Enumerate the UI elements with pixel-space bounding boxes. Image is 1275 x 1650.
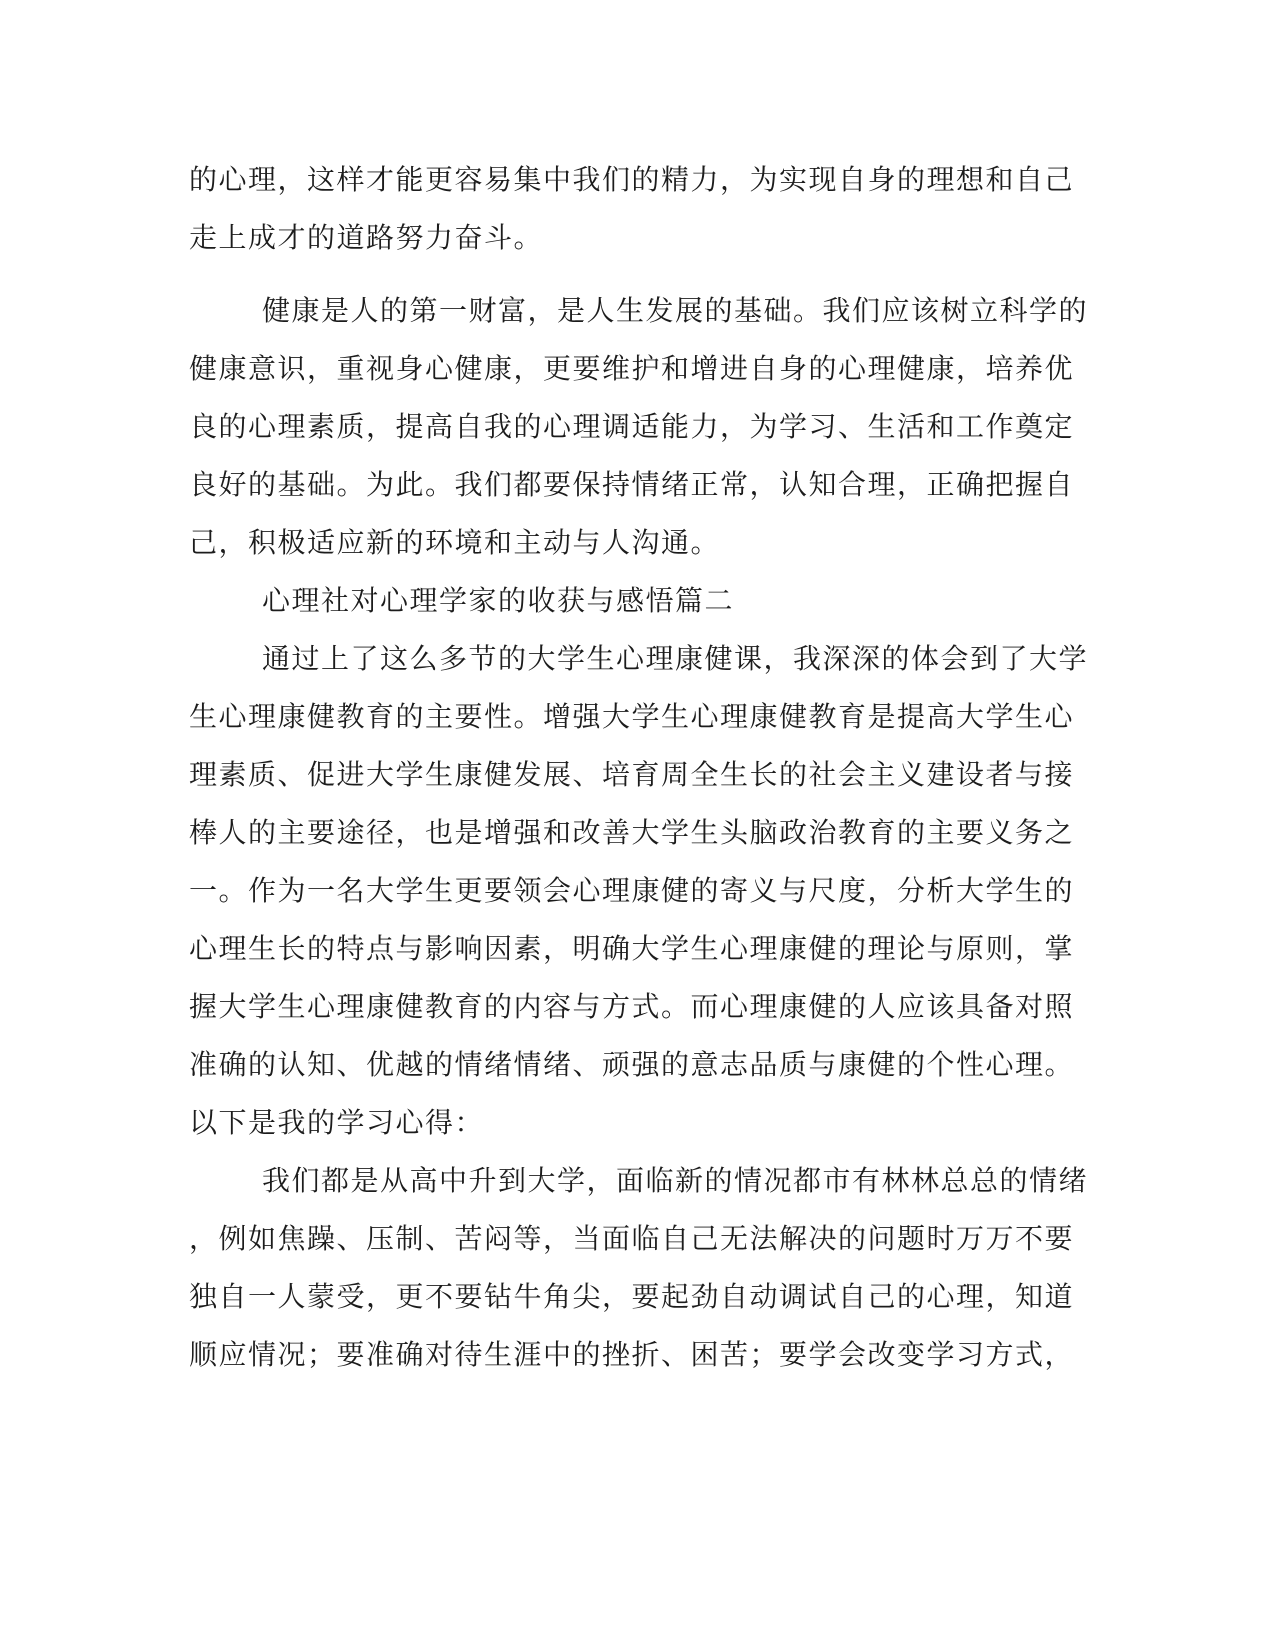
paragraph-line: 健康是人的第一财富，是人生发展的基础。我们应该树立科学的 <box>262 294 1089 327</box>
paragraph-line: 准确的认知、优越的情绪情绪、顽强的意志品质与康健的个性心理。 <box>189 1048 1075 1081</box>
paragraph-line: 良好的基础。为此。我们都要保持情绪正常，认知合理，正确把握自 <box>189 468 1075 501</box>
paragraph-line: 棒人的主要途径，也是增强和改善大学生头脑政治教育的主要义务之 <box>189 816 1075 849</box>
paragraph-line: 的心理，这样才能更容易集中我们的精力，为实现自身的理想和自己 <box>189 163 1075 196</box>
paragraph-line: 通过上了这么多节的大学生心理康健课，我深深的体会到了大学 <box>262 642 1089 675</box>
paragraph-line: 走上成才的道路努力奋斗。 <box>189 221 544 254</box>
paragraph-line: 一。作为一名大学生更要领会心理康健的寄义与尺度，分析大学生的 <box>189 874 1075 907</box>
paragraph-line: 己，积极适应新的环境和主动与人沟通。 <box>189 526 721 559</box>
paragraph-line: 生心理康健教育的主要性。增强大学生心理康健教育是提高大学生心 <box>189 700 1075 733</box>
paragraph-line: 良的心理素质，提高自我的心理调适能力，为学习、生活和工作奠定 <box>189 410 1075 443</box>
paragraph-line: 理素质、促进大学生康健发展、培育周全生长的社会主义建设者与接 <box>189 758 1075 791</box>
paragraph-line: 健康意识，重视身心健康，更要维护和增进自身的心理健康，培养优 <box>189 352 1075 385</box>
paragraph-line: 握大学生心理康健教育的内容与方式。而心理康健的人应该具备对照 <box>189 990 1075 1023</box>
paragraph-line: 心理生长的特点与影响因素，明确大学生心理康健的理论与原则，掌 <box>189 932 1075 965</box>
paragraph-line: ，例如焦躁、压制、苦闷等，当面临自己无法解决的问题时万万不要 <box>189 1222 1075 1255</box>
paragraph-line: 以下是我的学习心得： <box>189 1106 485 1139</box>
section-heading: 心理社对心理学家的收获与感悟篇二 <box>262 584 735 617</box>
paragraph-line: 顺应情况；要准确对待生涯中的挫折、困苦；要学会改变学习方式， <box>189 1338 1075 1371</box>
paragraph-line: 独自一人蒙受，更不要钻牛角尖，要起劲自动调试自己的心理，知道 <box>189 1280 1075 1313</box>
paragraph-line: 我们都是从高中升到大学，面临新的情况都市有林林总总的情绪 <box>262 1164 1089 1197</box>
